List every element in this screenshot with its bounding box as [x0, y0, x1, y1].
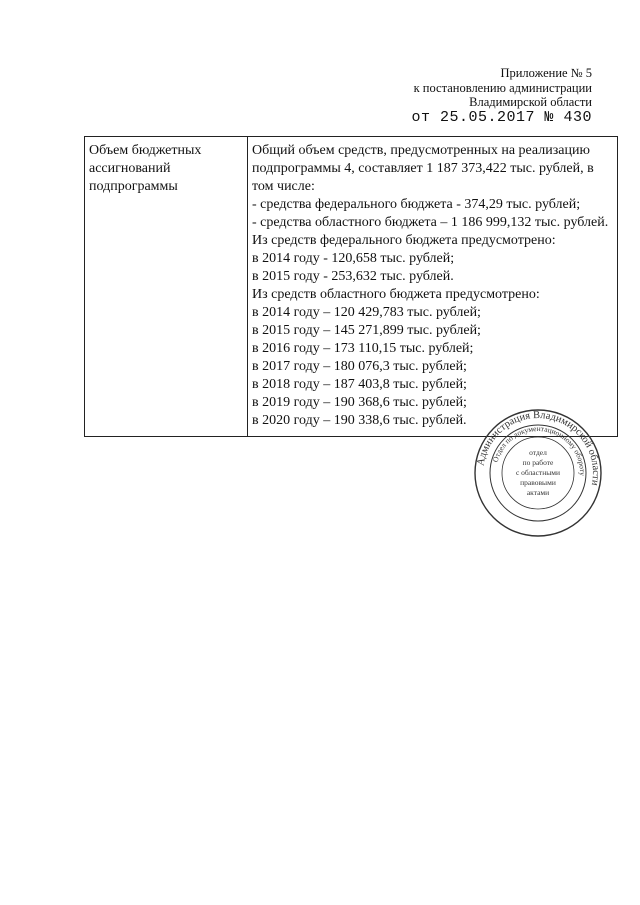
list-item: в 2014 году - 120,658 тыс. рублей; — [252, 251, 455, 266]
stamp-center-line: с областными — [515, 468, 561, 477]
official-stamp — [473, 408, 603, 538]
table-row — [85, 137, 618, 437]
budget-table — [84, 136, 618, 437]
regional-heading: Из средств областного бюджета предусмотрено: — [252, 287, 540, 302]
list-item: в 2016 году – 173 110,15 тыс. рублей; — [252, 341, 474, 356]
list-item: в 2018 году – 187 403,8 тыс. рублей; — [252, 377, 467, 392]
document-header — [411, 66, 592, 125]
stamp-seal — [473, 408, 603, 538]
stamp-center-line: по работе — [522, 458, 554, 467]
list-item: в 2015 году – 145 271,899 тыс. рублей; — [252, 323, 481, 338]
row-content — [248, 137, 618, 437]
stamp-outer-text: Администрация Владимирской области — [475, 409, 602, 487]
list-item: в 2017 году – 180 076,3 тыс. рублей; — [252, 359, 467, 374]
federal-heading: Из средств федерального бюджета предусмотрено: — [252, 233, 556, 248]
stamp-center-line: отдел — [529, 448, 547, 457]
total-funding-text: Общий объем средств, предусмотренных на реализацию подпрограммы 4, составляет 1 187 373,422 тыс. рублей, в том числе: — [252, 143, 594, 194]
list-item: в 2014 году – 120 429,783 тыс. рублей; — [252, 305, 481, 320]
decree-date-number: от 25.05.2017 № 430 — [411, 108, 592, 126]
regional-budget-text: - средства областного бюджета – 1 186 999,132 тыс. рублей. — [252, 215, 609, 230]
decree-reference: к постановлению администрации — [413, 80, 592, 95]
list-item: в 2020 году – 190 338,6 тыс. рублей. — [252, 413, 467, 428]
region-name: Владимирской области — [469, 95, 592, 109]
federal-budget-text: - средства федерального бюджета - 374,29 тыс. рублей; — [252, 197, 581, 212]
list-item: в 2015 году - 253,632 тыс. рублей. — [252, 269, 454, 284]
stamp-inner-text: Отдел по документационному обороту — [490, 423, 588, 477]
row-label: Объем бюджетных ассигнований подпрограммы — [85, 137, 248, 437]
appendix-title: Приложение № 5 — [500, 66, 592, 80]
stamp-center-line: правовыми — [520, 478, 556, 487]
stamp-center-line: актами — [526, 488, 550, 497]
list-item: в 2019 году – 190 368,6 тыс. рублей; — [252, 395, 467, 410]
